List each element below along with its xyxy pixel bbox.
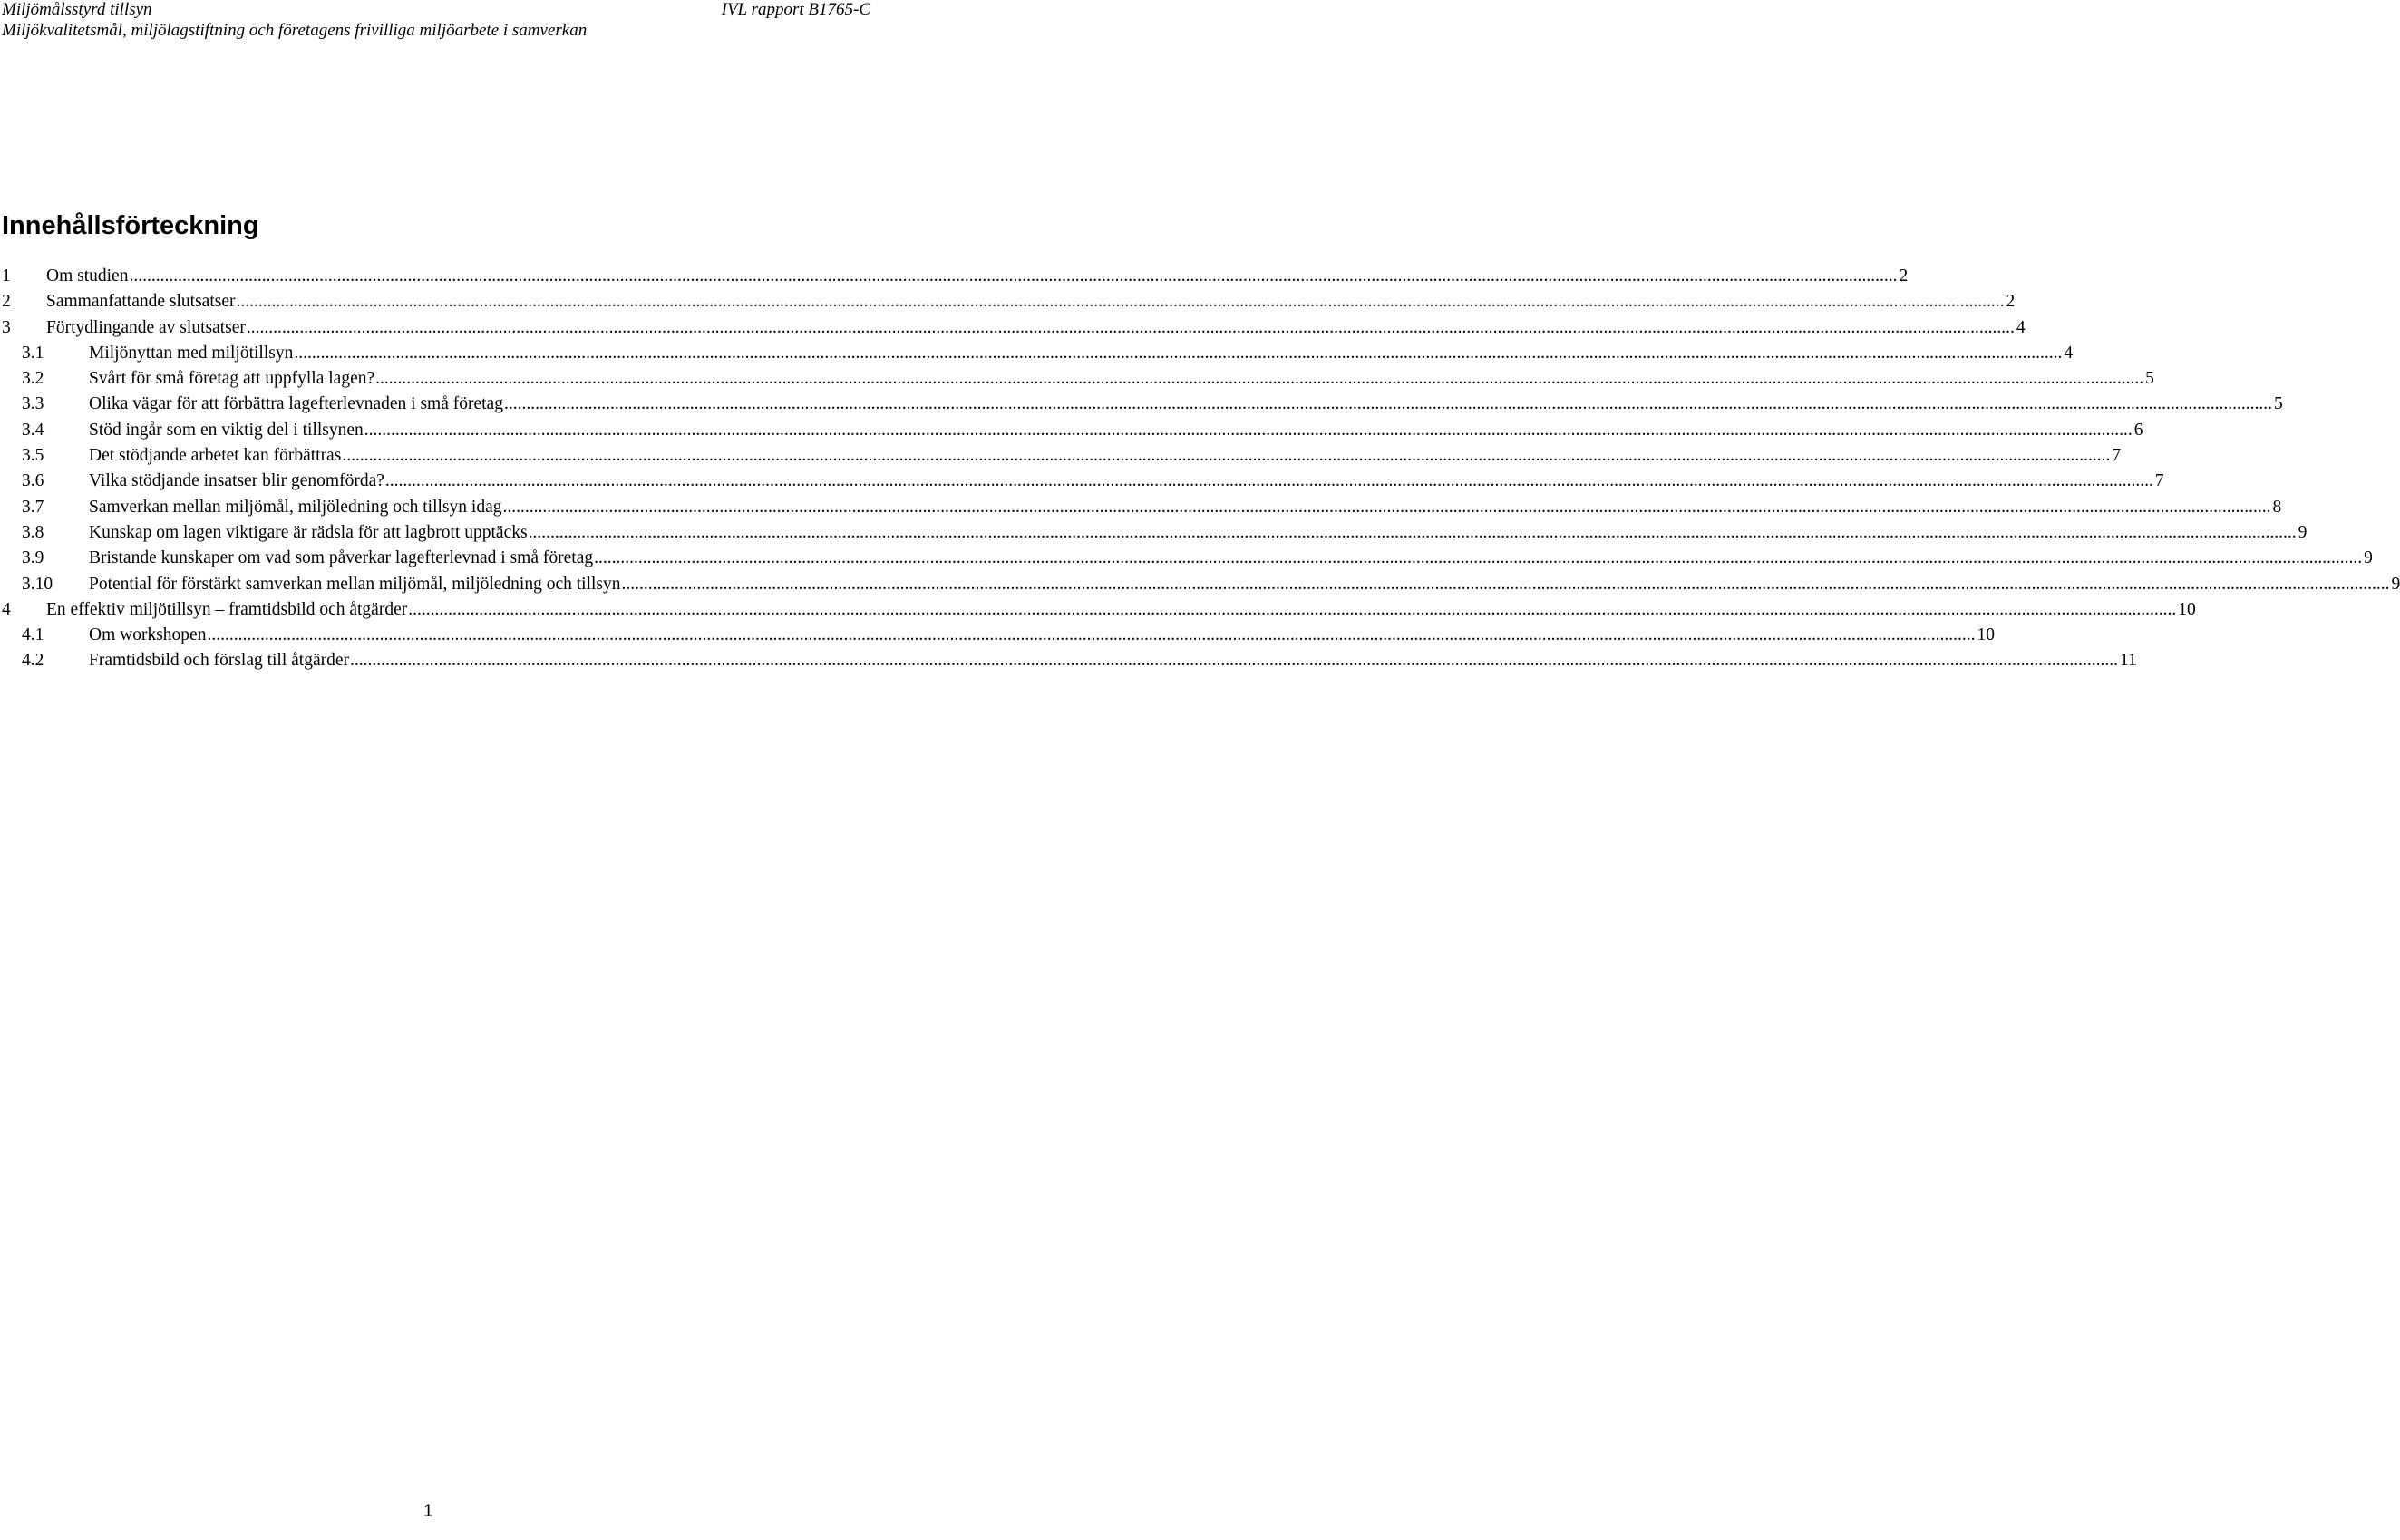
toc-entry-number: 3.3 xyxy=(22,394,44,414)
toc-dot-leader: ................................................................................................................................................................................................................................................................................................................................................................................................................ xyxy=(246,317,2015,337)
toc-entry-line xyxy=(89,572,2400,597)
toc-entry-page: 11 xyxy=(2120,651,2137,671)
toc-entry-title: Olika vägar för att förbättra lagefterlevnaden i små företag xyxy=(89,392,503,417)
toc-entry[interactable] xyxy=(0,495,2282,520)
toc-entry-line xyxy=(89,469,2164,494)
toc-entry-number: 3 xyxy=(2,317,11,337)
toc-entry-page: 2 xyxy=(2006,292,2016,312)
toc-entry[interactable] xyxy=(0,546,2373,571)
toc-dot-leader: ................................................................................................................................................................................................................................................................................................................................................................................................................ xyxy=(364,420,2133,440)
toc-entry-page: 5 xyxy=(2145,369,2154,389)
toc-entry-page: 4 xyxy=(2064,343,2074,363)
toc-entry-line xyxy=(46,315,2026,341)
toc-dot-leader: ................................................................................................................................................................................................................................................................................................................................................................................................................ xyxy=(294,343,2063,363)
toc-entry-page: 7 xyxy=(2154,471,2164,491)
table-of-contents xyxy=(0,264,2400,674)
toc-entry-page: 6 xyxy=(2133,420,2143,440)
toc-entry[interactable] xyxy=(0,392,2283,417)
toc-entry-title: Miljönyttan med miljötillsyn xyxy=(89,341,293,366)
toc-entry-page: 4 xyxy=(2016,317,2026,337)
toc-entry-number: 3.2 xyxy=(22,369,44,389)
toc-entry-page: 10 xyxy=(1977,625,1995,645)
toc-entry-page: 5 xyxy=(2273,394,2283,414)
toc-entry-line xyxy=(89,443,2122,469)
toc-entry-title: Vilka stödjande insatser blir genomförda? xyxy=(89,469,384,494)
toc-entry-number: 4.2 xyxy=(22,651,44,671)
header-report-number: IVL rapport B1765-C xyxy=(721,0,870,19)
toc-entry-line xyxy=(89,495,2282,520)
page-number: 1 xyxy=(423,1502,433,1521)
toc-entry-number: 3.10 xyxy=(22,574,53,594)
toc-entry-line xyxy=(46,264,1909,289)
toc-entry-title: Framtidsbild och förslag till åtgärder xyxy=(89,648,349,673)
toc-entry-title: Förtydlingande av slutsatser xyxy=(46,315,246,341)
toc-dot-leader: ................................................................................................................................................................................................................................................................................................................................................................................................................ xyxy=(502,497,2271,517)
toc-entry-page: 8 xyxy=(2272,497,2282,517)
toc-entry-title: Bristande kunskaper om vad som påverkar lagefterlevnad i små företag xyxy=(89,546,593,571)
toc-entry[interactable] xyxy=(0,623,1995,648)
toc-entry-page: 9 xyxy=(2298,522,2308,542)
toc-entry-page: 9 xyxy=(2364,548,2373,568)
toc-entry[interactable] xyxy=(0,264,1909,289)
toc-entry[interactable] xyxy=(0,443,2122,469)
toc-entry-line xyxy=(89,341,2074,366)
toc-entry-page: 7 xyxy=(2112,446,2122,466)
toc-entry-line xyxy=(89,418,2143,443)
toc-entry-number: 3.8 xyxy=(22,522,44,542)
toc-entry-number: 3.1 xyxy=(22,343,44,363)
toc-entry-title: Samverkan mellan miljömål, miljöledning och tillsyn idag xyxy=(89,495,501,520)
toc-entry-title: Kunskap om lagen viktigare är rädsla för att lagbrott upptäcks xyxy=(89,520,528,546)
toc-entry-number: 2 xyxy=(2,292,11,312)
toc-entry-line xyxy=(89,520,2308,546)
toc-entry-number: 4.1 xyxy=(22,625,44,645)
toc-dot-leader: ................................................................................................................................................................................................................................................................................................................................................................................................................ xyxy=(384,471,2153,491)
toc-entry[interactable] xyxy=(0,469,2164,494)
toc-entry-title: Potential för förstärkt samverkan mellan miljömål, miljöledning och tillsyn xyxy=(89,572,621,597)
toc-entry[interactable] xyxy=(0,572,2400,597)
toc-dot-leader: ................................................................................................................................................................................................................................................................................................................................................................................................................ xyxy=(342,446,2111,466)
toc-entry-number: 3.5 xyxy=(22,446,44,466)
toc-entry-title: Stöd ingår som en viktig del i tillsynen xyxy=(89,418,364,443)
toc-entry[interactable] xyxy=(0,520,2308,546)
toc-entry[interactable] xyxy=(0,648,2137,673)
toc-dot-leader: ................................................................................................................................................................................................................................................................................................................................................................................................................ xyxy=(236,292,2005,312)
toc-entry-line xyxy=(89,392,2283,417)
toc-entry[interactable] xyxy=(0,597,2196,623)
toc-entry-line xyxy=(89,623,1995,648)
page-header xyxy=(0,0,870,45)
toc-entry-number: 1 xyxy=(2,266,11,286)
toc-entry[interactable] xyxy=(0,366,2154,392)
header-report-subtitle: Miljökvalitetsmål, miljölagstiftning och företagens frivilliga miljöarbete i samverkan xyxy=(2,21,588,40)
toc-entry-number: 3.4 xyxy=(22,420,44,440)
toc-entry-page: 9 xyxy=(2391,574,2400,594)
toc-dot-leader: ................................................................................................................................................................................................................................................................................................................................................................................................................ xyxy=(528,522,2297,542)
toc-entry-line xyxy=(46,289,2016,315)
toc-dot-leader: ................................................................................................................................................................................................................................................................................................................................................................................................................ xyxy=(129,266,1898,286)
toc-dot-leader: ................................................................................................................................................................................................................................................................................................................................................................................................................ xyxy=(621,574,2390,594)
toc-dot-leader: ................................................................................................................................................................................................................................................................................................................................................................................................................ xyxy=(408,599,2177,619)
toc-dot-leader: ................................................................................................................................................................................................................................................................................................................................................................................................................ xyxy=(350,651,2119,671)
toc-entry-title: Svårt för små företag att uppfylla lagen? xyxy=(89,366,374,392)
toc-entry-page: 10 xyxy=(2178,599,2196,619)
toc-entry-title: Sammanfattande slutsatser xyxy=(46,289,235,315)
toc-entry-title: En effektiv miljötillsyn – framtidsbild och åtgärder xyxy=(46,597,407,623)
toc-entry-title: Det stödjande arbetet kan förbättras xyxy=(89,443,341,469)
toc-entry-number: 3.9 xyxy=(22,548,44,568)
toc-entry[interactable] xyxy=(0,315,2026,341)
toc-entry-page: 2 xyxy=(1899,266,1909,286)
toc-entry[interactable] xyxy=(0,341,2074,366)
toc-entry-line xyxy=(89,648,2137,673)
toc-entry[interactable] xyxy=(0,289,2016,315)
toc-entry[interactable] xyxy=(0,418,2143,443)
toc-entry-number: 3.6 xyxy=(22,471,44,491)
toc-dot-leader: ................................................................................................................................................................................................................................................................................................................................................................................................................ xyxy=(375,369,2144,389)
toc-entry-number: 4 xyxy=(2,599,11,619)
toc-entry-line xyxy=(89,366,2154,392)
toc-dot-leader: ................................................................................................................................................................................................................................................................................................................................................................................................................ xyxy=(594,548,2363,568)
toc-entry-number: 3.7 xyxy=(22,497,44,517)
toc-dot-leader: ................................................................................................................................................................................................................................................................................................................................................................................................................ xyxy=(207,625,1976,645)
toc-entry-title: Om workshopen xyxy=(89,623,206,648)
toc-heading: Innehållsförteckning xyxy=(2,211,259,240)
toc-entry-line xyxy=(89,546,2373,571)
toc-entry-title: Om studien xyxy=(46,264,128,289)
toc-entry-line xyxy=(46,597,2196,623)
header-report-title: Miljömålsstyrd tillsyn xyxy=(2,0,152,19)
toc-dot-leader: ................................................................................................................................................................................................................................................................................................................................................................................................................ xyxy=(503,394,2272,414)
